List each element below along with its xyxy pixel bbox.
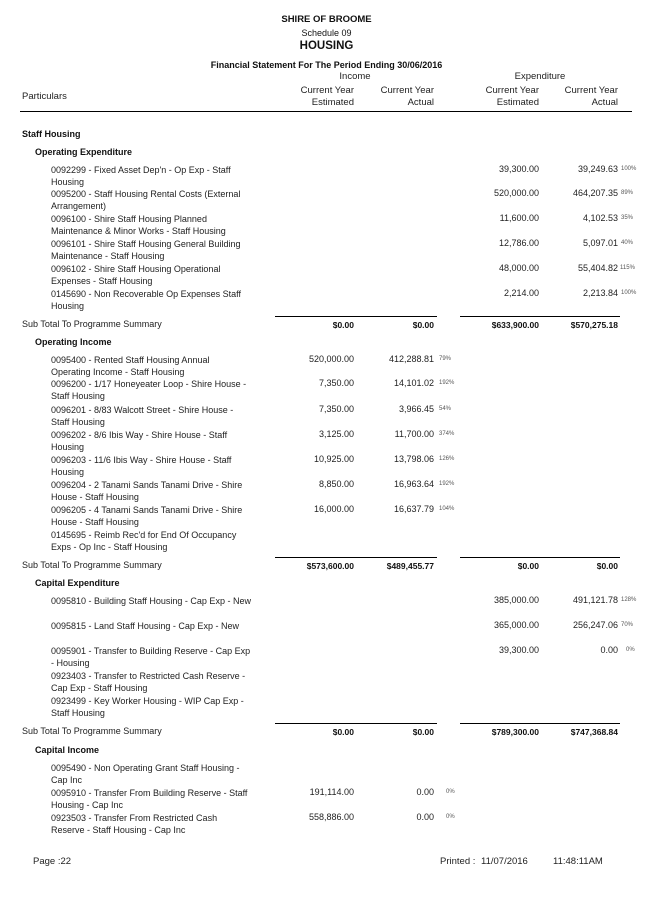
expenditure-percent: 89% [621,190,634,196]
expenditure-actual-value: 5,097.01 [582,238,618,248]
subtotal-expenditure-actual: $0.00 [596,561,618,571]
item-description: 0095400 - Rented Staff Housing Annual Operating Income - Staff Housing [51,355,210,378]
group-title: Capital Expenditure [35,578,120,588]
expenditure-estimated-value: 11,600.00 [499,213,539,223]
printed-date: 11/07/2016 [481,856,528,867]
income-estimated-value: 520,000.00 [308,354,354,364]
expenditure-percent: 128% [621,597,637,603]
item-description: 0095810 - Building Staff Housing - Cap Exp - New [51,596,251,606]
particulars-header: Particulars [22,91,67,102]
expenditure-actual-value: 491,121.78 [572,595,618,605]
subtotal-rule-expenditure [460,723,620,724]
item-description: 0096102 - Shire Staff Housing Operational Expenses - Staff Housing [51,264,221,287]
subtotal-income-actual: $0.00 [412,727,434,737]
printed-label: Printed : [440,856,476,867]
expenditure-percent: 70% [621,622,634,628]
item-description: 0095490 - Non Operating Grant Staff Housing - Cap Inc [51,763,240,786]
printed-time: 11:48:11AM [553,856,603,867]
expenditure-header: Expenditure [514,71,566,82]
income-actual-value: 16,963.64 [393,479,434,489]
expenditure-estimated-header-line2: Estimated [496,97,539,108]
subtotal-label: Sub Total To Programme Summary [22,319,162,329]
group-title: Operating Expenditure [35,147,133,157]
income-estimated-value: 3,125.00 [318,429,354,439]
expenditure-actual-value: 464,207.35 [572,188,618,198]
expenditure-percent: 100% [621,290,637,296]
item-description: 0923503 - Transfer From Restricted Cash Reserve - Staff Housing - Cap Inc [51,813,218,836]
income-estimated-header-line2: Estimated [311,97,354,108]
expenditure-estimated-value: 2,214.00 [503,288,539,298]
expenditure-actual-value: 2,213.84 [582,288,618,298]
income-percent: 192% [439,380,455,386]
expenditure-percent: 0% [626,647,635,653]
subtotal-rule-expenditure [460,316,620,317]
item-description: 0095200 - Staff Housing Rental Costs (External Arrangement) [51,189,241,212]
expenditure-actual-value: 256,247.06 [572,620,618,630]
schedule-number: Schedule 09 [301,28,352,38]
income-percent: 192% [439,481,455,487]
group-title: Capital Income [35,745,100,755]
income-percent: 54% [439,406,452,412]
subtotal-expenditure-actual: $747,368.84 [570,727,618,737]
expenditure-actual-value: 55,404.82 [577,263,618,273]
expenditure-actual-value: 0.00 [600,645,618,655]
subtotal-income-estimated: $0.00 [332,320,354,330]
income-actual-header-line1: Current Year [380,85,434,96]
income-actual-value: 11,700.00 [394,429,434,439]
expenditure-actual-value: 4,102.53 [582,213,618,223]
section-title: Staff Housing [22,129,81,139]
subtotal-expenditure-estimated: $0.00 [517,561,539,571]
subtotal-income-estimated: $0.00 [332,727,354,737]
expenditure-actual-header-line2: Actual [591,97,618,108]
income-estimated-value: 191,114.00 [309,787,354,797]
income-estimated-value: 10,925.00 [313,454,354,464]
item-description: 0095901 - Transfer to Building Reserve - Cap Exp - Housing [51,646,251,669]
income-actual-value: 412,288.81 [388,354,434,364]
income-percent: 0% [446,789,455,795]
expenditure-actual-value: 39,249.63 [577,164,618,174]
item-description: 0096203 - 11/6 Ibis Way - Shire House - Staff Housing [51,455,232,478]
expenditure-estimated-value: 365,000.00 [493,620,539,630]
income-estimated-value: 558,886.00 [308,812,354,822]
subtotal-rule-income [275,316,437,317]
item-description: 0096201 - 8/83 Walcott Street - Shire House - Staff Housing [51,405,234,428]
subtotal-expenditure-estimated: $633,900.00 [491,320,539,330]
expenditure-actual-header-line1: Current Year [564,85,618,96]
item-description: 0096101 - Shire Staff Housing General Building Maintenance - Staff Housing [51,239,241,262]
expenditure-percent: 35% [621,215,634,221]
item-description: 0096205 - 4 Tanami Sands Tanami Drive - Shire House - Staff Housing [51,505,243,528]
subtotal-expenditure-actual: $570,275.18 [570,320,618,330]
income-percent: 79% [439,356,452,362]
expenditure-percent: 40% [621,240,634,246]
income-actual-header-line2: Actual [407,97,434,108]
subtotal-rule-income [275,723,437,724]
income-header: Income [339,71,371,82]
subtotal-income-estimated: $573,600.00 [306,561,354,571]
income-estimated-value: 7,350.00 [318,404,354,414]
income-estimated-value: 8,850.00 [318,479,354,489]
item-description: 0145690 - Non Recoverable Op Expenses Staff Housing [51,289,241,312]
expenditure-estimated-value: 12,786.00 [498,238,539,248]
item-description: 0923499 - Key Worker Housing - WIP Cap Exp - Staff Housing [51,696,244,719]
subtotal-rule-income [275,557,437,558]
item-description: 0096200 - 1/17 Honeyeater Loop - Shire House - Staff Housing [51,379,247,402]
expenditure-estimated-header-line1: Current Year [485,85,539,96]
income-actual-value: 0.00 [416,787,434,797]
income-actual-value: 16,637.79 [393,504,434,514]
expenditure-percent: 115% [620,265,635,271]
shire-name: SHIRE OF BROOME [281,14,372,25]
item-description: 0145695 - Reimb Rec'd for End Of Occupancy Exps - Op Inc - Staff Housing [51,530,237,553]
income-percent: 104% [439,506,455,512]
item-description: 0923403 - Transfer to Restricted Cash Reserve - Cap Exp - Staff Housing [51,671,246,694]
header-divider [20,111,632,112]
income-percent: 126% [439,456,455,462]
expenditure-estimated-value: 48,000.00 [498,263,539,273]
item-description: 0096100 - Shire Staff Housing Planned Maintenance & Minor Works - Staff Housing [51,214,226,237]
expenditure-estimated-value: 385,000.00 [493,595,539,605]
item-description: 0095910 - Transfer From Building Reserve - Staff Housing - Cap Inc [51,788,248,811]
income-estimated-header-line1: Current Year [300,85,354,96]
report-subtitle: Financial Statement For The Period Ending 30/06/2016 [210,60,443,70]
report-title: HOUSING [299,40,354,52]
income-actual-value: 0.00 [416,812,434,822]
item-description: 0095815 - Land Staff Housing - Cap Exp - New [51,621,239,631]
income-actual-value: 13,798.06 [393,454,434,464]
expenditure-estimated-value: 39,300.00 [498,645,539,655]
income-estimated-value: 16,000.00 [313,504,354,514]
income-actual-value: 14,101.02 [393,378,434,388]
item-description: 0096204 - 2 Tanami Sands Tanami Drive - Shire House - Staff Housing [51,480,243,503]
expenditure-percent: 100% [621,166,637,172]
group-title: Operating Income [35,337,112,347]
subtotal-expenditure-estimated: $789,300.00 [491,727,539,737]
expenditure-estimated-value: 39,300.00 [498,164,539,174]
page-number: Page :22 [33,856,72,867]
income-percent: 374% [439,431,455,437]
income-estimated-value: 7,350.00 [318,378,354,388]
income-actual-value: 3,966.45 [398,404,434,414]
subtotal-label: Sub Total To Programme Summary [22,726,162,736]
expenditure-estimated-value: 520,000.00 [493,188,539,198]
subtotal-label: Sub Total To Programme Summary [22,560,162,570]
subtotal-income-actual: $0.00 [412,320,434,330]
subtotal-income-actual: $489,455.77 [386,561,434,571]
income-percent: 0% [446,814,455,820]
item-description: 0096202 - 8/6 Ibis Way - Shire House - Staff Housing [51,430,228,453]
subtotal-rule-expenditure [460,557,620,558]
item-description: 0092299 - Fixed Asset Dep'n - Op Exp - Staff Housing [51,165,231,188]
